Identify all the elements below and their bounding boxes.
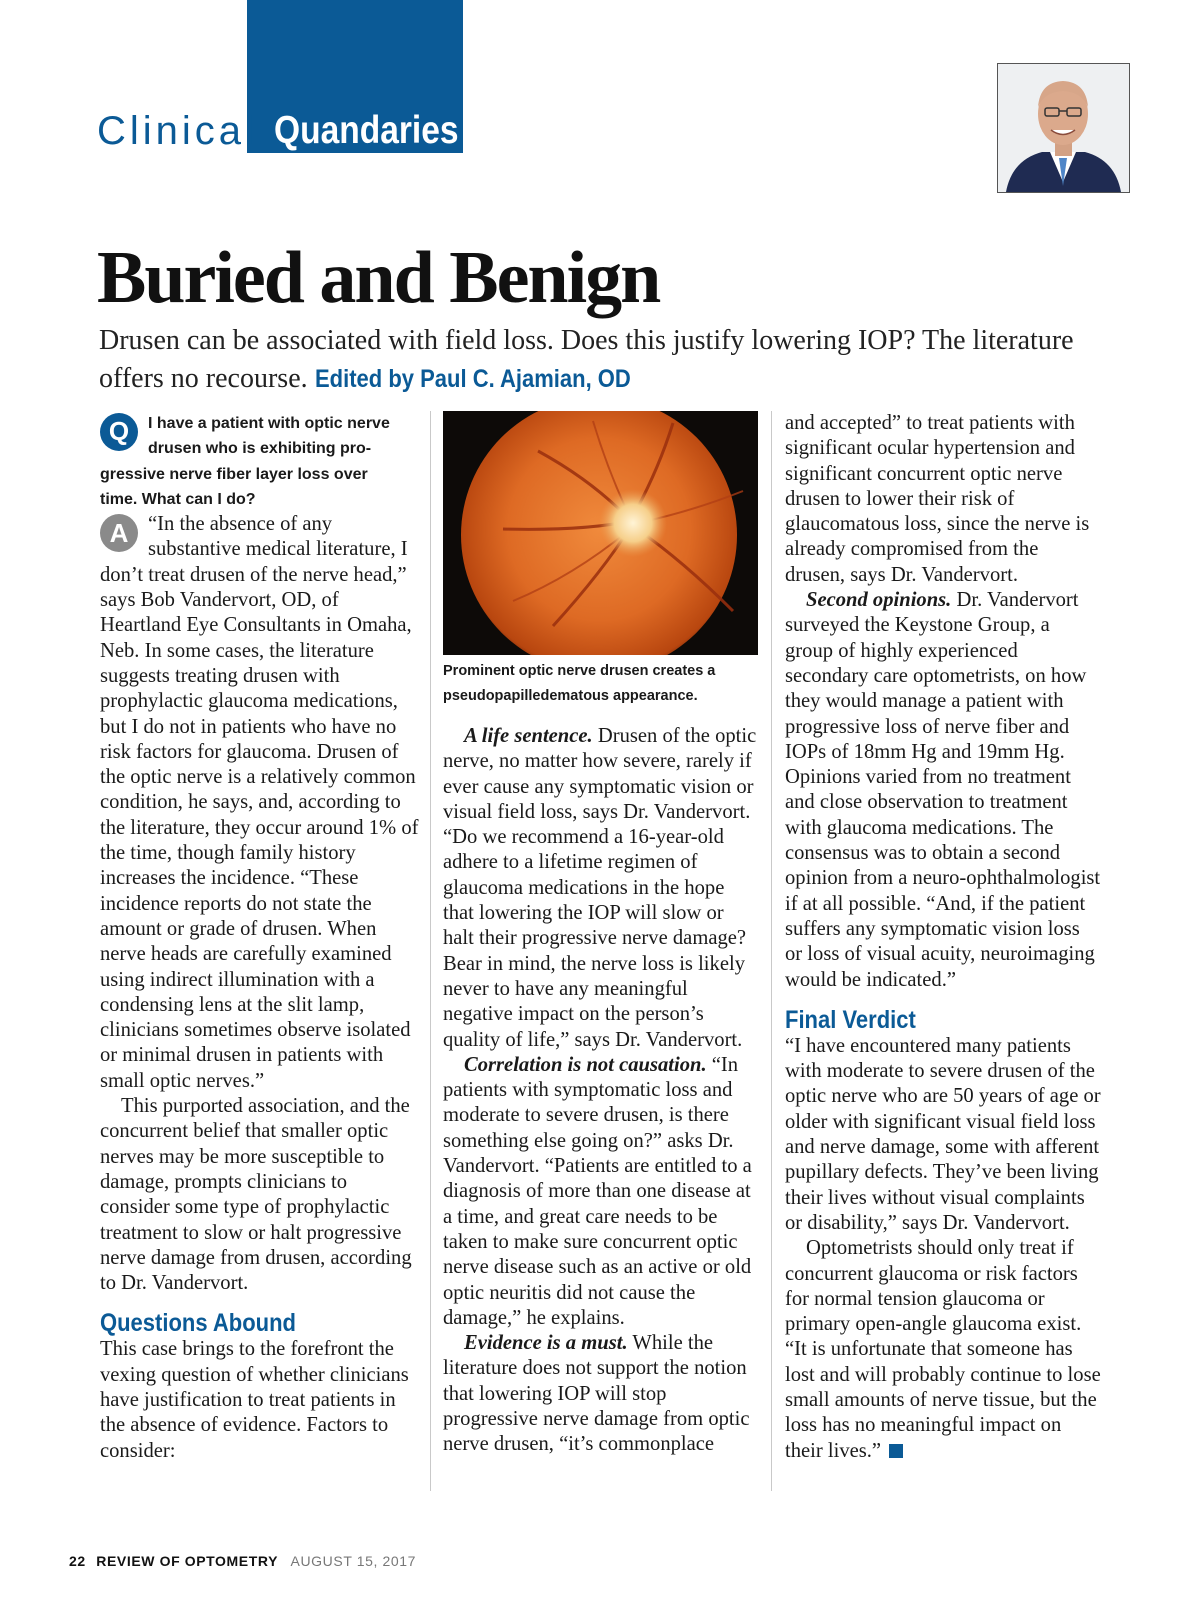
- column-1: [100, 411, 420, 1464]
- figure-caption: [443, 659, 758, 709]
- answer-badge: A: [100, 514, 138, 552]
- magazine-name: REVIEW OF OPTOMETRY: [96, 1553, 279, 1569]
- body-paragraph: and accepted” to treat patients with significant ocular hypertension and significant concurrent optic nerve drusen to lower their risk of glaucomatous loss, since the nerve is already compromised from the drusen, says Dr. Vandervort.: [785, 412, 1090, 586]
- page-footer: [69, 1553, 416, 1569]
- column-2: [443, 411, 758, 1458]
- department-light: Clinical: [97, 109, 258, 153]
- question-line: time. What can I do?: [100, 490, 256, 508]
- body-paragraph: “I have encountered many patients with moderate to severe drusen of the optic nerve who are 50 years of age or older with significant visual field loss and nerve damage, some with afferent pupillary defects. They’ve been living their lives without visual complaints or disability,” says Dr. Vandervort.: [785, 1034, 1101, 1234]
- body-paragraph: Second opinions. Dr. Vandervort surveyed the Keystone Group, a group of highly experienced secondary care optometrists, on how they would manage a patient with progressive loss of nerve fiber and IOPs of 18mm Hg and 19mm Hg. Opinions varied from no treatment and close observation to treatment with glaucoma medications. The consensus was to obtain a second opinion from a neuro-ophthalmologist if at all possible. “And, if the patient suffers any symptomatic vision loss or loss of visual acuity, neuroimaging would be indicated.”: [785, 589, 1101, 991]
- byline: Edited by Paul C. Ajamian, OD: [314, 365, 631, 393]
- article-deck: [99, 322, 1099, 398]
- question-badge: Q: [100, 413, 138, 451]
- question-block: [100, 411, 420, 512]
- caption-line: Prominent optic nerve drusen creates a: [443, 663, 716, 679]
- author-photo: [997, 63, 1130, 193]
- question-line: drusen who is exhibiting pro-: [148, 440, 372, 458]
- subhead-final-verdict: Final Verdict: [785, 1005, 916, 1034]
- body-paragraph: This case brings to the forefront the vexing question of whether clinicians have justification to treat patients in the absence of evidence. Factors to consider:: [100, 1338, 409, 1462]
- body-paragraph: Evidence is a must. While the literature does not support the notion that lowering IOP will stop progressive nerve damage from optic nerve drusen, “it’s commonplace: [443, 1332, 750, 1456]
- body-paragraph: Correlation is not causation. “In patients with symptomatic loss and moderate to severe drusen, is there something else going on?” asks Dr. Vandervort. “Patients are entitled to a diagnosis of more than one disease at a time, and great care needs to be taken to make sure concurrent optic nerve disease such as an active or old optic neuritis did not cause the damage,” he explains.: [443, 1053, 752, 1329]
- subhead-questions-abound: Questions Abound: [100, 1309, 296, 1338]
- article-title: Buried and Benign: [97, 237, 660, 319]
- department-label: [97, 104, 489, 154]
- runin-heading: Correlation is not causation.: [464, 1053, 707, 1076]
- deck-text: Drusen can be associated with field loss. Does this justify lowering IOP? The literature offers no recourse.: [99, 325, 1074, 394]
- runin-heading: A life sentence.: [464, 725, 593, 747]
- caption-line: pseudopapilledematous appearance.: [443, 688, 698, 704]
- runin-heading: Second opinions.: [806, 589, 952, 612]
- body-paragraph: Optometrists should only treat if concurrent glaucoma or risk factors for normal tension glaucoma or primary open-angle glaucoma exist. “It is unfortunate that someone has lost and will probably continue to lose small amounts of nerve tissue, but the loss has no meaningful impact on their lives.”: [785, 1237, 1101, 1462]
- body-paragraph: A life sentence. Drusen of the optic nerve, no matter how severe, rarely if ever cause any symptomatic vision or visual field loss, says Dr. Vandervort. “Do we recommend a 16-year-old adhere to a lifetime regimen of glaucoma medications in the hope that lowering the IOP will slow or halt their progressive nerve damage? Bear in mind, the nerve loss is likely never to have any meaningful negative impact on the person’s quality of life,” says Dr. Vandervort.: [443, 725, 757, 1051]
- department-bold: Quandaries: [273, 109, 459, 152]
- end-mark-icon: [889, 1444, 903, 1458]
- question-line: I have a patient with optic nerve: [148, 415, 390, 432]
- runin-heading: Evidence is a must.: [464, 1332, 628, 1355]
- page-number: 22: [69, 1553, 86, 1569]
- fundus-photo: [443, 411, 758, 655]
- answer-paragraph: “In the absence of any substantive medical literature, I don’t treat drusen of the nerve head,” says Bob Vandervort, OD, of Heartland Eye Consultants in Omaha, Neb. In some cases, the literature suggests treating drusen with prophylactic glaucoma medications, but I do not in patients who have no risk factors for glaucoma. Drusen of the optic nerve is a relatively common condition, he says, and, according to the literature, they occur around 1% of the time, though family history increases the incidence. “These incidence reports do not state the amount or grade of drusen. When nerve heads are carefully examined using indirect illumination with a condensing lens at the slit lamp, clinicians sometimes observe isolated or minimal drusen in patients with small optic nerves.”: [100, 513, 419, 1092]
- issue-date: AUGUST 15, 2017: [290, 1553, 417, 1569]
- column-rule: [771, 411, 772, 1491]
- answer-block: [100, 512, 420, 1094]
- column-3: [785, 411, 1101, 1464]
- body-paragraph: This purported association, and the concurrent belief that smaller optic nerves may be more susceptible to damage, prompts clinicians to consider some type of prophylactic treatment to slow or halt progressive nerve damage from drusen, according to Dr. Vandervort.: [100, 1095, 412, 1295]
- column-rule: [430, 411, 431, 1491]
- question-line: gressive nerve fiber layer loss over: [100, 465, 368, 483]
